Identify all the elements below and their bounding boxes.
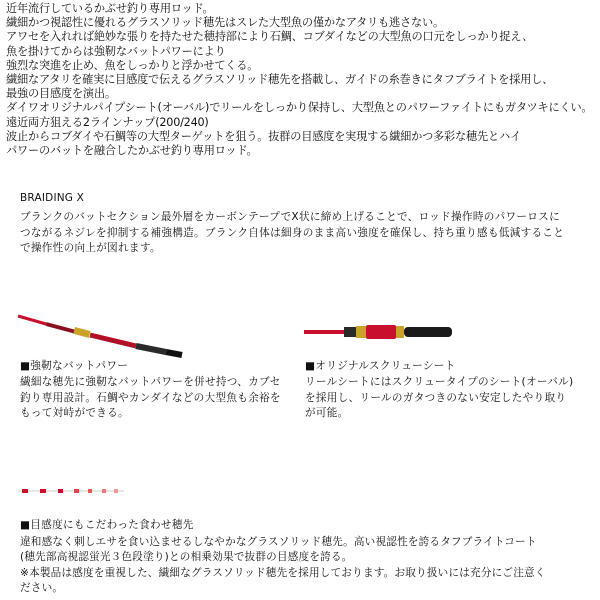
tip-description xyxy=(20,535,595,597)
braiding-line: で操作性の向上が図れます。 xyxy=(20,242,161,255)
intro-line: 繊細なアタリを確実に目感度で伝えるグラスソリッド穂先を搭載し、ガイドの糸巻きにタフブライトを採用し、 xyxy=(6,73,554,87)
feature-title-screw-seat: ■オリジナルスクリューシート xyxy=(305,360,456,372)
intro-line: 近年流行しているかぶせ釣り専用ロッド。 xyxy=(6,2,214,15)
tip-line: (穂先部高視認蛍光３色段塗り)との相乗効果で抜群の目感度を誇る。 xyxy=(20,551,353,564)
intro-line: ダイワオリジナルパイプシート(オーバル)でリールをしっかり保持し、大型魚とのパワーファイトにもガタツキにくい。 xyxy=(6,101,593,115)
tip-title: ■目感度にもこだわった食わせ穂先 xyxy=(20,519,194,531)
feature-line: 釣り専用設計。石鯛やカンダイなどの大型魚も余裕を xyxy=(20,391,281,404)
feature-line: 繊細な穂先に強靭なバットパワーを併せ持つ、カブセ xyxy=(20,376,281,388)
braiding-description xyxy=(20,210,580,257)
intro-line: 繊細かつ視認性に優れるグラスソリッド穂先はスレた大型魚の僅かなアタリも逃さない。 xyxy=(6,16,444,30)
feature-description-butt-power xyxy=(20,375,281,422)
feature-title-butt-power: ■強靭なバットパワー xyxy=(20,360,129,372)
braiding-line: ブランクのバットセクション最外層をカーボンテープでX状に締め上げることで、ロッド操作時のパワーロスに xyxy=(20,211,560,223)
intro-line: 最強の目感度を演出。 xyxy=(6,87,116,101)
intro-line: 強烈な突進を止め、魚をしっかりと浮かせてくる。 xyxy=(6,58,259,72)
intro-line: アワセを入れれば絶妙な張りを持たせた穂持部により石鯛、コブダイなどの大型魚の口元をしっかり捉え、 xyxy=(6,30,534,44)
intro-line: パワーのバットを融合したかぶせ釣り専用ロッド。 xyxy=(6,144,258,158)
feature-line: が可能。 xyxy=(305,407,349,420)
tip-line: 違和感なく刺しエサを食い込ませるしなやかなグラスソリッド穂先。高い視認性を誇るタフブライトコート xyxy=(20,536,537,548)
tip-line: ださい。 xyxy=(20,582,64,595)
intro-text xyxy=(6,2,596,158)
rod-butt-image xyxy=(16,308,186,358)
rod-tip-image xyxy=(16,486,126,496)
tip-line: ※本製品は感度を重視した、繊細なグラスソリッド穂先を採用しております。お取り扱いには充分にご注意く xyxy=(20,566,546,579)
intro-line: 魚を掛けてからは強靭なバットパワーにより xyxy=(6,44,226,58)
intro-line: 波止からコブダイや石鯛等の大型ターゲットを狙う。抜群の目感度を実現する繊細かつ多彩な穂先とハイ xyxy=(6,129,521,143)
feature-line: もって対峙ができる。 xyxy=(20,407,129,420)
intro-line: 遠近両方狙える2ラインナップ(200/240) xyxy=(6,115,209,129)
feature-description-screw-seat xyxy=(305,375,573,422)
braiding-title: BRAIDING X xyxy=(20,192,85,204)
feature-line: リールシートにはスクリュータイプのシート(オーバル) xyxy=(305,376,574,388)
braiding-line: つながるネジレを抑制する補強構造。ブランク自体は細身のまま高い強度を確保し、持ち重り感も低減すること xyxy=(20,226,565,239)
feature-line: を採用し、リールのガタつきのない安定したやり取り xyxy=(305,391,567,404)
reel-seat-image xyxy=(304,318,454,346)
